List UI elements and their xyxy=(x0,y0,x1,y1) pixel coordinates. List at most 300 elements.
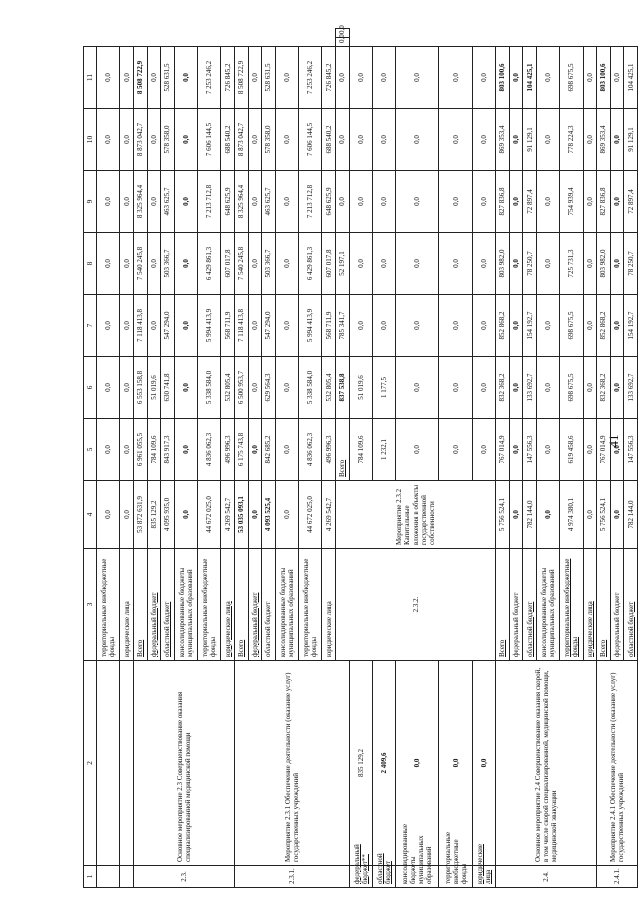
amount-cell: 53 872 631,9 xyxy=(133,481,147,549)
amount-cell: 803 982,0 xyxy=(496,233,510,295)
amount-cell: 4 974 380,1 xyxy=(560,481,583,549)
amount-cell: 0,0 xyxy=(439,661,472,866)
amount-cell: 0,0 xyxy=(439,171,472,233)
amount-cell: 4 093 525,4 xyxy=(262,481,276,549)
amount-cell: 827 836,8 xyxy=(597,171,611,233)
amount-cell: 5 756 524,1 xyxy=(597,481,611,549)
amount-cell: 754 939,4 xyxy=(560,171,583,233)
amount-cell: 630 741,8 xyxy=(161,357,175,419)
amount-cell: 78 250,7 xyxy=(624,233,638,295)
amount-cell: 7 118 413,8 xyxy=(234,295,248,357)
column-header: 5 xyxy=(84,419,97,481)
amount-cell: 0,0 xyxy=(509,357,523,419)
amount-cell: 547 294,0 xyxy=(161,295,175,357)
amount-cell: 5 994 413,9 xyxy=(299,295,322,357)
amount-cell: 463 625,7 xyxy=(161,171,175,233)
amount-cell: 7 606 144,5 xyxy=(198,109,221,171)
table-row xyxy=(496,29,510,888)
amount-cell: 52 197,1 xyxy=(335,233,349,295)
amount-cell: 7 253 246,2 xyxy=(198,47,221,109)
amount-cell: 0,0 xyxy=(174,171,197,233)
amount-cell: 0,0 xyxy=(610,109,624,171)
amount-cell: 8 873 042,7 xyxy=(234,109,248,171)
amount-cell: 0,0 xyxy=(396,357,439,419)
measure-name: Мероприятие 2.3.1 Обеспечение деятельности (оказание услуг) государственных учреждений xyxy=(234,661,349,866)
amount-cell: 726 845,2 xyxy=(322,47,336,109)
amount-cell: 8 508 722,9 xyxy=(234,47,248,109)
amount-cell: 0,0 xyxy=(439,295,472,357)
amount-cell: 0,0 xyxy=(583,233,597,295)
table-row xyxy=(439,29,472,888)
amount-cell: 0,0 xyxy=(275,47,298,109)
amount-cell: 0,0 xyxy=(396,171,439,233)
amount-cell: 835 129,2 xyxy=(349,661,372,866)
amount-cell: 4 836 062,3 xyxy=(198,419,221,481)
amount-cell: 0,0 xyxy=(472,295,495,357)
amount-cell: 0,0 xyxy=(97,295,120,357)
amount-cell: 852 868,2 xyxy=(496,295,510,357)
measure-name: Основное мероприятие 2.4 Совершенствование оказания скорой, в том числе скорой специализированной, медицинской помощи, медицинской эвакуации xyxy=(496,661,597,866)
amount-cell: 53 035 093,1 xyxy=(234,481,248,549)
amount-cell: 0,0 xyxy=(536,171,559,233)
amount-cell: 0,0 xyxy=(248,357,262,419)
amount-cell: 0,0 xyxy=(147,233,161,295)
amount-cell: 767 014,9 xyxy=(597,419,611,481)
amount-cell: 72 897,4 xyxy=(624,171,638,233)
amount-cell: 869 353,4 xyxy=(597,109,611,171)
table-row xyxy=(133,29,147,888)
amount-cell: 0,0 xyxy=(97,357,120,419)
amount-cell: 0,0 xyxy=(97,419,120,481)
amount-cell: 0,0 xyxy=(174,295,197,357)
amount-cell: 1 177,5 xyxy=(372,357,395,419)
amount-cell: 104 425,1 xyxy=(523,47,537,109)
amount-cell: 44 672 025,0 xyxy=(299,481,322,549)
amount-cell: 0,0 xyxy=(536,419,559,481)
amount-cell: 0,0 xyxy=(396,109,439,171)
funding-source: территориальные внебюджетные фонды xyxy=(198,549,221,661)
amount-cell: 0,0 xyxy=(248,481,262,549)
amount-cell: 6 553 158,8 xyxy=(133,357,147,419)
amount-cell: 0,0 xyxy=(97,109,120,171)
funding-source: федеральный бюджет** xyxy=(349,866,372,888)
funding-source: Всего xyxy=(335,419,349,481)
amount-cell: 0,0 xyxy=(248,171,262,233)
amount-cell: 0,0 xyxy=(120,357,134,419)
column-header: 4 xyxy=(84,481,97,549)
amount-cell: 154 192,7 xyxy=(523,295,537,357)
amount-cell: 578 358,0 xyxy=(262,109,276,171)
amount-cell: 0,0 xyxy=(583,109,597,171)
amount-cell: 0,0 xyxy=(335,47,349,109)
amount-cell: 0,0 xyxy=(536,295,559,357)
amount-cell: 0,0 xyxy=(248,233,262,295)
amount-cell: 869 353,4 xyxy=(496,109,510,171)
amount-cell: 6 429 861,3 xyxy=(299,233,322,295)
amount-cell: 0,0 xyxy=(174,47,197,109)
amount-cell: 784 109,6 xyxy=(147,419,161,481)
amount-cell: 0,0 xyxy=(147,47,161,109)
amount-cell: 688 540,2 xyxy=(221,109,235,171)
amount-cell: 0,0 xyxy=(174,357,197,419)
amount-cell: 698 675,5 xyxy=(560,295,583,357)
amount-cell: 7 253 246,2 xyxy=(299,47,322,109)
amount-cell: 0,0 xyxy=(275,295,298,357)
amount-cell: 1 232,1 xyxy=(372,419,395,481)
amount-cell: 0,0 xyxy=(120,295,134,357)
row-code: 2.4. xyxy=(496,866,597,888)
amount-cell: 0,0 xyxy=(610,357,624,419)
funding-source: областной бюджет xyxy=(262,549,276,661)
amount-cell: 832 368,2 xyxy=(496,357,510,419)
amount-cell: 0,0 xyxy=(472,47,495,109)
amount-cell: 133 692,7 xyxy=(523,357,537,419)
amount-cell: 51 019,6 xyxy=(349,357,372,419)
amount-cell: 104 425,1 xyxy=(624,47,638,109)
amount-cell: 7 213 712,8 xyxy=(198,171,221,233)
amount-cell: 0,0 xyxy=(349,233,372,295)
funding-source: областной бюджет xyxy=(523,549,537,661)
amount-cell: 778 224,3 xyxy=(560,109,583,171)
amount-cell: 0,0 xyxy=(472,419,495,481)
amount-cell: 6 175 743,8 xyxy=(234,419,248,481)
column-header: 6 xyxy=(84,357,97,419)
amount-cell: 528 631,5 xyxy=(161,47,175,109)
funding-source: федеральный бюджет xyxy=(147,549,161,661)
table-header-row xyxy=(84,29,97,888)
amount-cell: 832 368,2 xyxy=(597,357,611,419)
amount-cell: 607 017,8 xyxy=(322,233,336,295)
amount-cell: 726 845,2 xyxy=(221,47,235,109)
amount-cell: 0,0 xyxy=(610,47,624,109)
amount-cell: 0,0 xyxy=(97,481,120,549)
measure-name: Мероприятие 2.3.2 Капитальные вложения в объекты государственной собственности xyxy=(335,481,495,549)
amount-cell: 0,0 xyxy=(472,357,495,419)
amount-cell: 803 982,0 xyxy=(597,233,611,295)
amount-cell: 0,0 xyxy=(97,47,120,109)
measure-name: Мероприятие 2.4.1 Обеспечение деятельности (оказание услуг) государственных учреждений xyxy=(597,661,638,866)
amount-cell: 0,0 xyxy=(335,38,349,47)
amount-cell: 6 961 055,5 xyxy=(133,419,147,481)
amount-cell: 782 144,0 xyxy=(624,481,638,549)
amount-cell: 0,0 xyxy=(439,109,472,171)
amount-cell: 0,0 xyxy=(372,47,395,109)
amount-cell: 0,0 xyxy=(472,109,495,171)
funding-source: консолидированные бюджеты муниципальных образований xyxy=(174,549,197,661)
amount-cell: 0,0 xyxy=(120,233,134,295)
amount-cell: 6 429 861,3 xyxy=(198,233,221,295)
funding-source: консолидированные бюджеты муниципальных образований xyxy=(396,866,439,888)
funding-source: Всего xyxy=(133,549,147,661)
row-code: 2.3. xyxy=(133,866,234,888)
amount-cell: 4 836 062,3 xyxy=(299,419,322,481)
amount-cell: 0,0 xyxy=(97,171,120,233)
budget-table-rotated xyxy=(83,25,638,888)
amount-cell: 528 631,5 xyxy=(262,47,276,109)
amount-cell: 0,0 xyxy=(472,171,495,233)
funding-source: областной бюджет xyxy=(161,549,175,661)
column-header: 8 xyxy=(84,233,97,295)
amount-cell: 0,0 xyxy=(335,109,349,171)
amount-cell: 0,0 xyxy=(120,47,134,109)
amount-cell: 0,0 xyxy=(509,109,523,171)
amount-cell: 532 805,4 xyxy=(322,357,336,419)
amount-cell: 4 269 542,7 xyxy=(221,481,235,549)
amount-cell: 0,0 xyxy=(275,109,298,171)
amount-cell: 0,0 xyxy=(147,109,161,171)
amount-cell: 0,0 xyxy=(509,419,523,481)
amount-cell: 4 095 935,0 xyxy=(161,481,175,549)
amount-cell: 842 685,2 xyxy=(262,419,276,481)
amount-cell: 463 625,7 xyxy=(262,171,276,233)
amount-cell: 5 338 584,0 xyxy=(299,357,322,419)
table-row xyxy=(349,29,372,888)
amount-cell: 503 366,7 xyxy=(262,233,276,295)
empty-cell xyxy=(97,866,120,888)
amount-cell: 6 500 953,7 xyxy=(234,357,248,419)
amount-cell: 0,0 xyxy=(248,295,262,357)
empty-cell xyxy=(120,661,134,866)
funding-source: областной бюджет xyxy=(624,549,638,661)
amount-cell: 0,0 xyxy=(583,171,597,233)
amount-cell: 843 917,3 xyxy=(161,419,175,481)
amount-cell: 0,0 xyxy=(174,233,197,295)
amount-cell: 0,0 xyxy=(439,357,472,419)
column-header: 3 xyxy=(84,549,97,661)
amount-cell: 0,0 xyxy=(439,233,472,295)
amount-cell: 0,0 xyxy=(120,419,134,481)
amount-cell: 0,0 xyxy=(509,171,523,233)
amount-cell: 0,0 xyxy=(372,295,395,357)
column-header: 7 xyxy=(84,295,97,357)
amount-cell: 0,0 xyxy=(275,481,298,549)
funding-source: территориальные внебюджетные фонды xyxy=(299,549,322,661)
table-row xyxy=(396,29,439,888)
amount-cell: 0,0 xyxy=(610,481,624,549)
amount-cell: 0,0 xyxy=(536,109,559,171)
funding-source: консолидированные бюджеты муниципальных образований xyxy=(275,549,298,661)
amount-cell: 147 556,3 xyxy=(523,419,537,481)
amount-cell: 0,0 xyxy=(248,109,262,171)
amount-cell: 0,0 xyxy=(536,47,559,109)
amount-cell: 803 100,6 xyxy=(496,47,510,109)
amount-cell: 0,0 xyxy=(349,295,372,357)
page-number: 41 xyxy=(606,434,621,448)
amount-cell: 2 409,6 xyxy=(372,661,395,866)
amount-cell: 0,0 xyxy=(335,171,349,233)
funding-source: федеральный бюджет xyxy=(509,549,523,661)
amount-cell: 0,0 xyxy=(248,47,262,109)
amount-cell: 147 556,3 xyxy=(624,419,638,481)
funding-source: юридические лица xyxy=(120,549,134,661)
funding-source: юридические лица xyxy=(583,549,597,661)
funding-source: территориальные внебюджетные фонды xyxy=(560,549,583,661)
amount-cell: 0,0 xyxy=(147,295,161,357)
amount-cell: 0,0 xyxy=(275,419,298,481)
amount-cell: 619 458,6 xyxy=(560,419,583,481)
amount-cell: 568 711,9 xyxy=(322,295,336,357)
amount-cell: 852 868,2 xyxy=(597,295,611,357)
amount-cell: 0,0 xyxy=(147,171,161,233)
table-row xyxy=(472,29,495,888)
amount-cell: 648 625,9 xyxy=(221,171,235,233)
funding-source: консолидированные бюджеты муниципальных образований xyxy=(536,549,559,661)
column-header: 11 xyxy=(84,47,97,109)
amount-cell: 44 672 025,0 xyxy=(198,481,221,549)
amount-cell: 5 994 413,9 xyxy=(198,295,221,357)
amount-cell: 0,0 xyxy=(396,419,439,481)
amount-cell: 0,0 xyxy=(349,47,372,109)
amount-cell: 0,0 xyxy=(372,233,395,295)
amount-cell: 0,0 xyxy=(583,295,597,357)
funding-source: территориальные внебюджетные фонды xyxy=(97,549,120,661)
amount-cell: 0,0 xyxy=(275,171,298,233)
table-row xyxy=(234,29,248,888)
amount-cell: 0,0 xyxy=(610,171,624,233)
amount-cell: 4 269 542,7 xyxy=(322,481,336,549)
empty-cell xyxy=(97,661,120,866)
amount-cell: 568 711,9 xyxy=(221,295,235,357)
amount-cell: 0,0 xyxy=(349,109,372,171)
amount-cell: 648 625,9 xyxy=(322,171,336,233)
amount-cell: 578 358,0 xyxy=(161,109,175,171)
funding-source: Всего xyxy=(496,549,510,661)
amount-cell: 0,0 xyxy=(536,481,559,549)
empty-cell xyxy=(120,866,134,888)
amount-cell: 0,0 xyxy=(583,481,597,549)
amount-cell: 785 341,7 xyxy=(335,295,349,357)
amount-cell: 0,0 xyxy=(536,233,559,295)
amount-cell: 837 538,8 xyxy=(335,357,349,419)
amount-cell: 0,0 xyxy=(120,481,134,549)
amount-cell: 0,0 xyxy=(174,109,197,171)
amount-cell: 7 118 413,8 xyxy=(133,295,147,357)
table-row xyxy=(597,29,611,888)
amount-cell: 0,0 xyxy=(275,357,298,419)
amount-cell: 503 366,7 xyxy=(161,233,175,295)
amount-cell: 0,0 xyxy=(248,419,262,481)
amount-cell: 7 540 245,8 xyxy=(133,233,147,295)
amount-cell: 0,0 xyxy=(174,419,197,481)
amount-cell: 8 873 042,7 xyxy=(133,109,147,171)
amount-cell: 698 675,5 xyxy=(560,357,583,419)
amount-cell: 0,0 xyxy=(396,47,439,109)
amount-cell: 629 564,3 xyxy=(262,357,276,419)
table-row xyxy=(97,29,120,888)
amount-cell: 0,0 xyxy=(275,233,298,295)
amount-cell: 8 325 964,4 xyxy=(133,171,147,233)
amount-cell: 154 192,7 xyxy=(624,295,638,357)
amount-cell: 0,0 xyxy=(396,295,439,357)
amount-cell: 725 731,3 xyxy=(560,233,583,295)
amount-cell: 0,0 xyxy=(583,419,597,481)
funding-source: территориальные внебюджетные фонды xyxy=(439,866,472,888)
amount-cell: 496 996,3 xyxy=(322,419,336,481)
amount-cell: 0,0 xyxy=(120,171,134,233)
amount-cell: 767 014,9 xyxy=(496,419,510,481)
amount-cell: 0,0 xyxy=(583,47,597,109)
amount-cell: 8 508 722,9 xyxy=(133,47,147,109)
amount-cell: 5 338 584,0 xyxy=(198,357,221,419)
amount-cell: 133 692,7 xyxy=(624,357,638,419)
row-code: 2.3.1. xyxy=(234,866,349,888)
amount-cell: 0,0 xyxy=(372,109,395,171)
row-code: 2.4.1. xyxy=(597,866,638,888)
budget-table xyxy=(83,25,638,888)
amount-cell: 688 540,2 xyxy=(322,109,336,171)
amount-cell: 8 325 964,4 xyxy=(234,171,248,233)
column-header: 10 xyxy=(84,109,97,171)
column-header: 1 xyxy=(84,866,97,888)
amount-cell: 803 100,6 xyxy=(597,47,611,109)
amount-cell: 0,0 xyxy=(509,481,523,549)
amount-cell: 78 250,7 xyxy=(523,233,537,295)
amount-cell: 698 675,5 xyxy=(560,47,583,109)
amount-cell: 0,0 xyxy=(610,233,624,295)
amount-cell: 0,0 xyxy=(509,47,523,109)
amount-cell: 7 540 245,8 xyxy=(234,233,248,295)
funding-source: юридические лица xyxy=(322,549,336,661)
amount-cell: 547 294,0 xyxy=(262,295,276,357)
amount-cell: 782 144,0 xyxy=(523,481,537,549)
table-row xyxy=(120,29,134,888)
funding-source: юридические лица xyxy=(472,866,495,888)
amount-cell: 0,0 xyxy=(174,481,197,549)
amount-cell: 0,0 xyxy=(439,47,472,109)
column-header: 2 xyxy=(84,661,97,866)
amount-cell: 0,0 xyxy=(509,233,523,295)
amount-cell: 496 996,3 xyxy=(221,419,235,481)
amount-cell: 5 756 524,1 xyxy=(496,481,510,549)
amount-cell: 835 129,2 xyxy=(147,481,161,549)
amount-cell: 7 213 712,8 xyxy=(299,171,322,233)
amount-cell: 0,0 xyxy=(509,295,523,357)
amount-cell: 51 019,6 xyxy=(147,357,161,419)
amount-cell: 0,0 xyxy=(372,171,395,233)
table-row xyxy=(372,29,395,888)
amount-cell: 7 606 144,5 xyxy=(299,109,322,171)
amount-cell: 72 897,4 xyxy=(523,171,537,233)
amount-cell: 607 017,8 xyxy=(221,233,235,295)
amount-cell: 0,0 xyxy=(583,357,597,419)
amount-cell: 0,0 xyxy=(472,661,495,866)
amount-cell: 0,0 xyxy=(97,233,120,295)
amount-cell: 532 805,4 xyxy=(221,357,235,419)
amount-cell: 0,0 xyxy=(536,357,559,419)
funding-source: юридические лица xyxy=(221,549,235,661)
funding-source: федеральный бюджет xyxy=(610,549,624,661)
funding-source: федеральный бюджет xyxy=(248,549,262,661)
amount-cell: 784 109,6 xyxy=(349,419,372,481)
amount-cell: 0,0 xyxy=(335,29,349,38)
amount-cell: 0,0 xyxy=(349,171,372,233)
measure-name: Основное мероприятие 2.3 Совершенствование оказания специализированной медицинской помощи xyxy=(133,661,234,866)
amount-cell: 0,0 xyxy=(472,233,495,295)
amount-cell: 0,0 xyxy=(610,419,624,481)
table-body xyxy=(97,25,638,888)
funding-source: Всего xyxy=(234,549,248,661)
funding-source: Всего xyxy=(597,549,611,661)
funding-source: областной бюджет xyxy=(372,866,395,888)
amount-cell: 827 836,8 xyxy=(496,171,510,233)
amount-cell: 0,0 xyxy=(610,295,624,357)
amount-cell: 0,0 xyxy=(120,109,134,171)
amount-cell: 0,0 xyxy=(439,419,472,481)
row-code: 2.3.2. xyxy=(335,549,495,661)
amount-cell: 0,0 xyxy=(396,661,439,866)
amount-cell: 0,0 xyxy=(396,233,439,295)
amount-cell: 91 129,1 xyxy=(624,109,638,171)
